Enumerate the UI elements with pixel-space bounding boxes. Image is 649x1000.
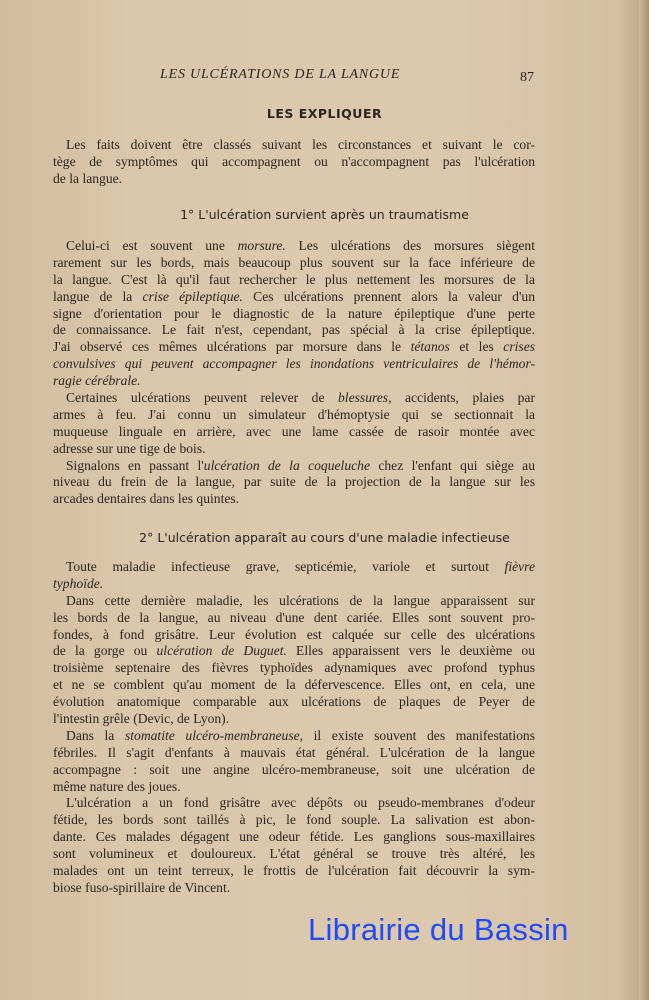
text-line: [53, 660, 535, 677]
text-run: J'ai observé ces mêmes ulcérations par morsure dans le: [53, 339, 411, 355]
text-run: chez l'enfant qui siège au: [370, 457, 535, 473]
text-line: [53, 593, 535, 610]
maladie-infectieuse-text: [53, 559, 535, 897]
text-run: biose fuso-spirillaire de Vincent.: [53, 879, 231, 895]
text-run: il existe souvent des manifestations: [303, 727, 535, 743]
text-run: de connaissance. Le fait n'est, cependant, pas spécial à la crise épileptique.: [53, 322, 535, 338]
text-line: [53, 339, 535, 356]
text-line: [53, 154, 535, 171]
text-run: adresse sur une tige de bois.: [53, 440, 206, 456]
page-number: 87: [520, 70, 534, 85]
text-line: [53, 795, 535, 812]
text-run: et ne se comblent qu'au moment de la défervescence. Elles ont, en cela, une: [53, 677, 535, 693]
traumatisme-text: [53, 238, 535, 508]
text-line: [53, 373, 535, 390]
italic-text-run: tétanos: [410, 339, 450, 355]
text-line: [53, 762, 535, 779]
italic-text-run: morsure.: [237, 238, 286, 253]
text-line: [53, 491, 535, 508]
text-line: [53, 390, 535, 407]
text-line: [53, 627, 535, 644]
italic-text-run: fièvre: [504, 559, 535, 574]
text-run: accidents, plaies par: [391, 390, 535, 406]
text-run: niveau du frein de la langue, par suite de la projection de la langue sur les: [53, 474, 535, 490]
heading-maladie-infectieuse: 2° L'ulcération apparaît au cours d'une maladie infectieuse: [139, 530, 510, 545]
text-line: [53, 424, 535, 441]
italic-text-run: crises: [503, 339, 535, 355]
text-run: même nature des joues.: [53, 778, 181, 794]
text-line: [53, 289, 535, 306]
intro-text: [53, 137, 535, 188]
italic-text-run: ulcération de Duguet.: [156, 643, 287, 659]
text-run: tège de symptômes qui accompagnent ou n'accompagnent pas l'ulcération: [53, 153, 535, 169]
text-run: arcades dentaires dans les quintes.: [53, 491, 240, 507]
text-run: malades ont un teint terreux, le frottis de l'ulcération fait découvrir la sym-: [53, 863, 535, 879]
text-line: [53, 576, 535, 593]
text-run: les bords de la langue, au niveau d'une dent cariée. Elles sont souvent pro-: [53, 609, 535, 625]
text-line: [53, 846, 535, 863]
text-line: [53, 407, 535, 424]
text-line: [53, 137, 535, 154]
text-line: [53, 255, 535, 272]
text-run: et les: [449, 339, 504, 355]
text-line: [53, 559, 535, 576]
text-run: fétide, les bords sont taillés à pic, le fond souple. La salivation est abon-: [53, 812, 535, 828]
text-run: de la gorge ou: [53, 643, 157, 659]
text-run: sont volumineux et douloureux. L'état général se trouve très altéré, les: [53, 846, 535, 862]
text-run: Les ulcérations des morsures siègent: [285, 238, 535, 253]
italic-text-run: ragie cérébrale.: [53, 373, 141, 389]
text-run: Signalons en passant l': [66, 457, 204, 473]
text-run: rarement sur les bords, mais beaucoup plus souvent sur la face inférieure de: [53, 254, 535, 270]
text-run: Les faits doivent être classés suivant les circonstances et suivant le cor-: [66, 137, 535, 152]
text-line: [53, 238, 535, 255]
text-run: fébriles. Il s'agit d'enfants à mauvais état général. L'ulcération de la langue: [53, 744, 535, 760]
text-run: fondes, à fond grisâtre. Leur évolution est calquée sur celle des ulcérations: [53, 626, 535, 642]
text-line: [53, 880, 535, 897]
text-run: accompagne : soit une angine ulcéro-membraneuse, soit une ulcération de: [53, 761, 535, 777]
heading-traumatisme: 1° L'ulcération survient après un traumatisme: [180, 207, 469, 222]
text-line: [53, 441, 535, 458]
text-run: Dans la: [66, 727, 125, 743]
italic-text-run: blessures,: [338, 390, 392, 406]
text-run: langue de la: [53, 288, 143, 304]
text-run: muqueuse linguale en arrière, avec une lame cassée de rasoir montée avec: [53, 423, 535, 439]
text-line: [53, 306, 535, 323]
text-run: évolution anatomique comparable aux ulcérations de plaques de Peyer de: [53, 694, 535, 710]
text-line: [53, 356, 535, 373]
text-line: [53, 322, 535, 339]
text-run: de la langue.: [53, 170, 123, 186]
text-run: armes à feu. J'ai connu un simulateur d'hémoptysie qui se sectionnait la: [53, 406, 535, 422]
text-line: [53, 272, 535, 289]
text-run: Certaines ulcérations peuvent relever de: [66, 390, 338, 406]
text-run: Toute maladie infectieuse grave, septicémie, variole et surtout: [66, 559, 505, 574]
text-line: [53, 171, 535, 188]
page-edge-shadow: [639, 0, 649, 1000]
text-line: [53, 677, 535, 694]
text-run: Celui-ci est souvent une: [66, 238, 238, 253]
text-run: l'intestin grêle (Devic, de Lyon).: [53, 711, 230, 727]
watermark: Librairie du Bassin: [308, 912, 569, 947]
text-run: Elles apparaissent vers le deuxième ou: [286, 643, 535, 659]
text-run: signe d'orientation pour le diagnostic de la nature épileptique d'une perte: [53, 305, 535, 321]
text-line: [53, 694, 535, 711]
text-line: [53, 458, 535, 475]
text-run: Ces ulcérations prennent alors la valeur d'un: [242, 288, 535, 304]
text-run: dante. Ces malades dégagent une odeur fétide. Les ganglions sous-maxillaires: [53, 829, 535, 845]
text-line: [53, 610, 535, 627]
text-line: [53, 863, 535, 880]
running-head: LES ULCÉRATIONS DE LA LANGUE: [160, 67, 401, 82]
text-run: la langue. C'est là qu'il faut rechercher le plus nettement les morsures de la: [53, 271, 535, 287]
text-run: L'ulcération a un fond grisâtre avec dépôts ou pseudo-membranes d'odeur: [66, 795, 535, 811]
text-line: [53, 745, 535, 762]
text-line: [53, 474, 535, 491]
text-run: troisième septenaire des fièvres typhoïdes adynamiques avec profond typhus: [53, 660, 535, 676]
text-line: [53, 711, 535, 728]
section-title: LES EXPLIQUER: [266, 106, 383, 121]
text-line: [53, 728, 535, 745]
text-line: [53, 829, 535, 846]
text-line: [53, 779, 535, 796]
italic-text-run: crise épileptique.: [142, 288, 243, 304]
italic-text-run: typhoïde.: [53, 575, 104, 591]
text-run: Dans cette dernière maladie, les ulcérations de la langue apparaissent sur: [66, 592, 535, 608]
text-line: [53, 812, 535, 829]
text-line: [53, 643, 535, 660]
italic-text-run: stomatite ulcéro-membraneuse,: [124, 727, 304, 743]
italic-text-run: ulcération de la coqueluche: [203, 457, 370, 473]
italic-text-run: convulsives qui peuvent accompagner les inondations ventriculaires de l'hémor-: [53, 356, 535, 372]
